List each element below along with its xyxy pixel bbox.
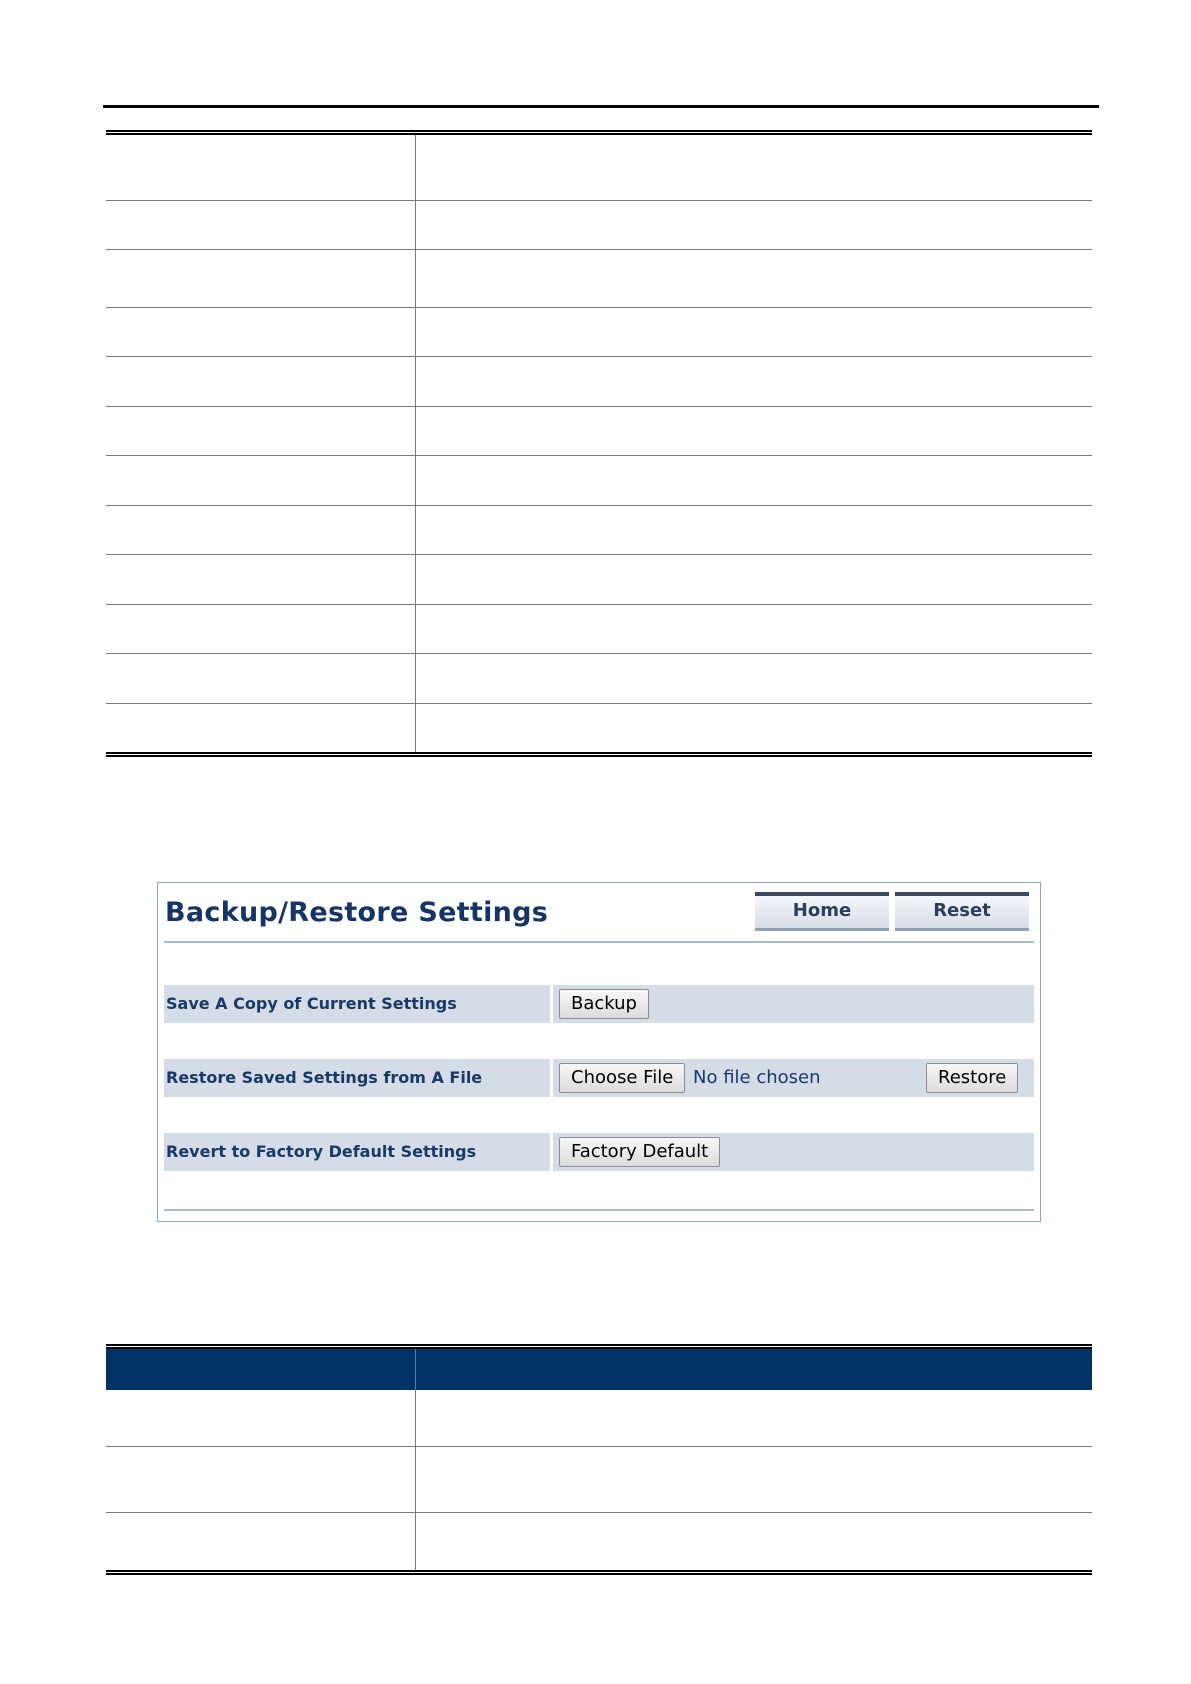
backup-row [164,985,1034,1023]
restore-row-label: Restore Saved Settings from A File [164,1059,553,1097]
backup-restore-panel [157,882,1041,1222]
table-row [106,1447,1092,1513]
table-row [106,135,1092,201]
home-button[interactable]: Home [755,892,889,928]
choose-file-button[interactable]: Choose File [559,1063,685,1093]
factory-default-row [164,1133,1034,1171]
table-row [106,456,1092,506]
restore-button[interactable]: Restore [926,1063,1018,1093]
parameter-table-bottom [106,1344,1092,1575]
table-row [106,654,1092,704]
table-row [106,1513,1092,1570]
table-row [106,506,1092,555]
table-header [106,1349,1092,1390]
table-row [106,308,1092,357]
bottom-divider [164,1209,1034,1211]
table-row [106,605,1092,654]
title-divider [164,941,1034,943]
file-status-text: No file chosen [693,1067,821,1088]
panel-title: Backup/Restore Settings [165,897,549,928]
backup-row-label: Save A Copy of Current Settings [164,985,553,1023]
factory-default-button[interactable]: Factory Default [559,1137,720,1167]
backup-button[interactable]: Backup [559,989,649,1019]
table-row [106,1390,1092,1447]
restore-row [164,1059,1034,1097]
table-row [106,407,1092,456]
table-row [106,555,1092,605]
page-header-rule [103,105,1099,108]
table-row [106,250,1092,308]
table-row [106,357,1092,407]
factory-default-row-label: Revert to Factory Default Settings [164,1133,553,1171]
parameter-table-top [106,130,1092,757]
table-row [106,201,1092,250]
reset-button[interactable]: Reset [895,892,1029,928]
table-row [106,704,1092,752]
